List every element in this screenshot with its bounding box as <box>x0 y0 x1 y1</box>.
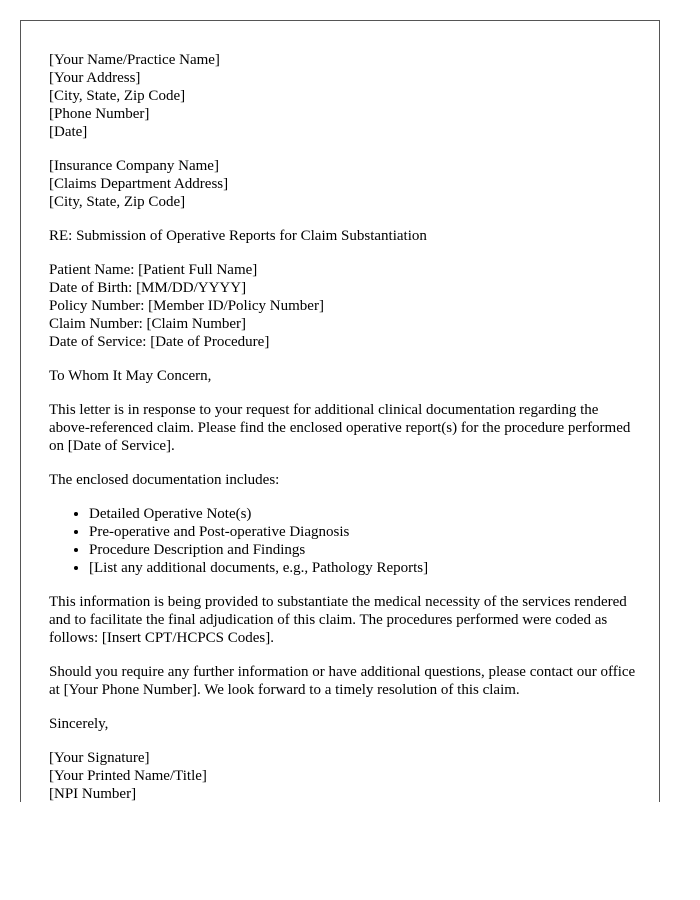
closing: Sincerely, <box>49 716 109 732</box>
list-item: • [List any additional documents, e.g., Pathology Reports] <box>89 559 639 577</box>
list-item: • Detailed Operative Note(s) <box>89 505 639 523</box>
patient-name: Patient Name: [Patient Full Name] <box>49 262 258 278</box>
printed-name-title: [Your Printed Name/Title] <box>49 768 207 784</box>
recipient-address: [Claims Department Address] <box>49 176 229 192</box>
letter-date: [Date] <box>49 124 88 140</box>
enclosed-documents-list <box>49 505 639 577</box>
sender-city-state-zip: [City, State, Zip Code] <box>49 88 186 104</box>
subject-text: RE: Submission of Operative Reports for Claim Substantiation <box>49 228 427 244</box>
recipient-city-state-zip: [City, State, Zip Code] <box>49 194 186 210</box>
letter-page <box>20 20 660 802</box>
includes-heading: The enclosed documentation includes: <box>49 472 280 488</box>
closing-request-paragraph: Should you require any further information or have additional questions, please contact our office at [Your Phone Number]. We look forward to a timely resolution of this claim. <box>49 664 636 698</box>
npi-number: [NPI Number] <box>49 786 137 802</box>
sender-name: [Your Name/Practice Name] <box>49 52 220 68</box>
signature-block <box>49 749 639 802</box>
signature: [Your Signature] <box>49 750 150 766</box>
letter-content <box>49 51 639 802</box>
policy-number: Policy Number: [Member ID/Policy Number] <box>49 298 324 314</box>
sender-phone: [Phone Number] <box>49 106 150 122</box>
recipient-company: [Insurance Company Name] <box>49 158 219 174</box>
substantiation-paragraph: This information is being provided to substantiate the medical necessity of the services rendered and to facilitate the final adjudication of this claim. The procedures performed were coded as follows: [Insert CPT/HCPCS Codes]. <box>49 594 627 646</box>
list-item: • Procedure Description and Findings <box>89 541 639 559</box>
sender-address-block <box>49 51 639 141</box>
sender-address: [Your Address] <box>49 70 141 86</box>
claim-number: Claim Number: [Claim Number] <box>49 316 247 332</box>
intro-paragraph: This letter is in response to your request for additional clinical documentation regarding the above-referenced claim. Please find the enclosed operative report(s) for the procedure performed on [Date of Service]. <box>49 402 631 454</box>
recipient-address-block <box>49 157 639 211</box>
salutation: To Whom It May Concern, <box>49 368 212 384</box>
patient-dob: Date of Birth: [MM/DD/YYYY] <box>49 280 247 296</box>
subject-line <box>49 227 639 245</box>
date-of-service: Date of Service: [Date of Procedure] <box>49 334 270 350</box>
list-item: • Pre-operative and Post-operative Diagnosis <box>89 523 639 541</box>
patient-info-block <box>49 261 639 351</box>
